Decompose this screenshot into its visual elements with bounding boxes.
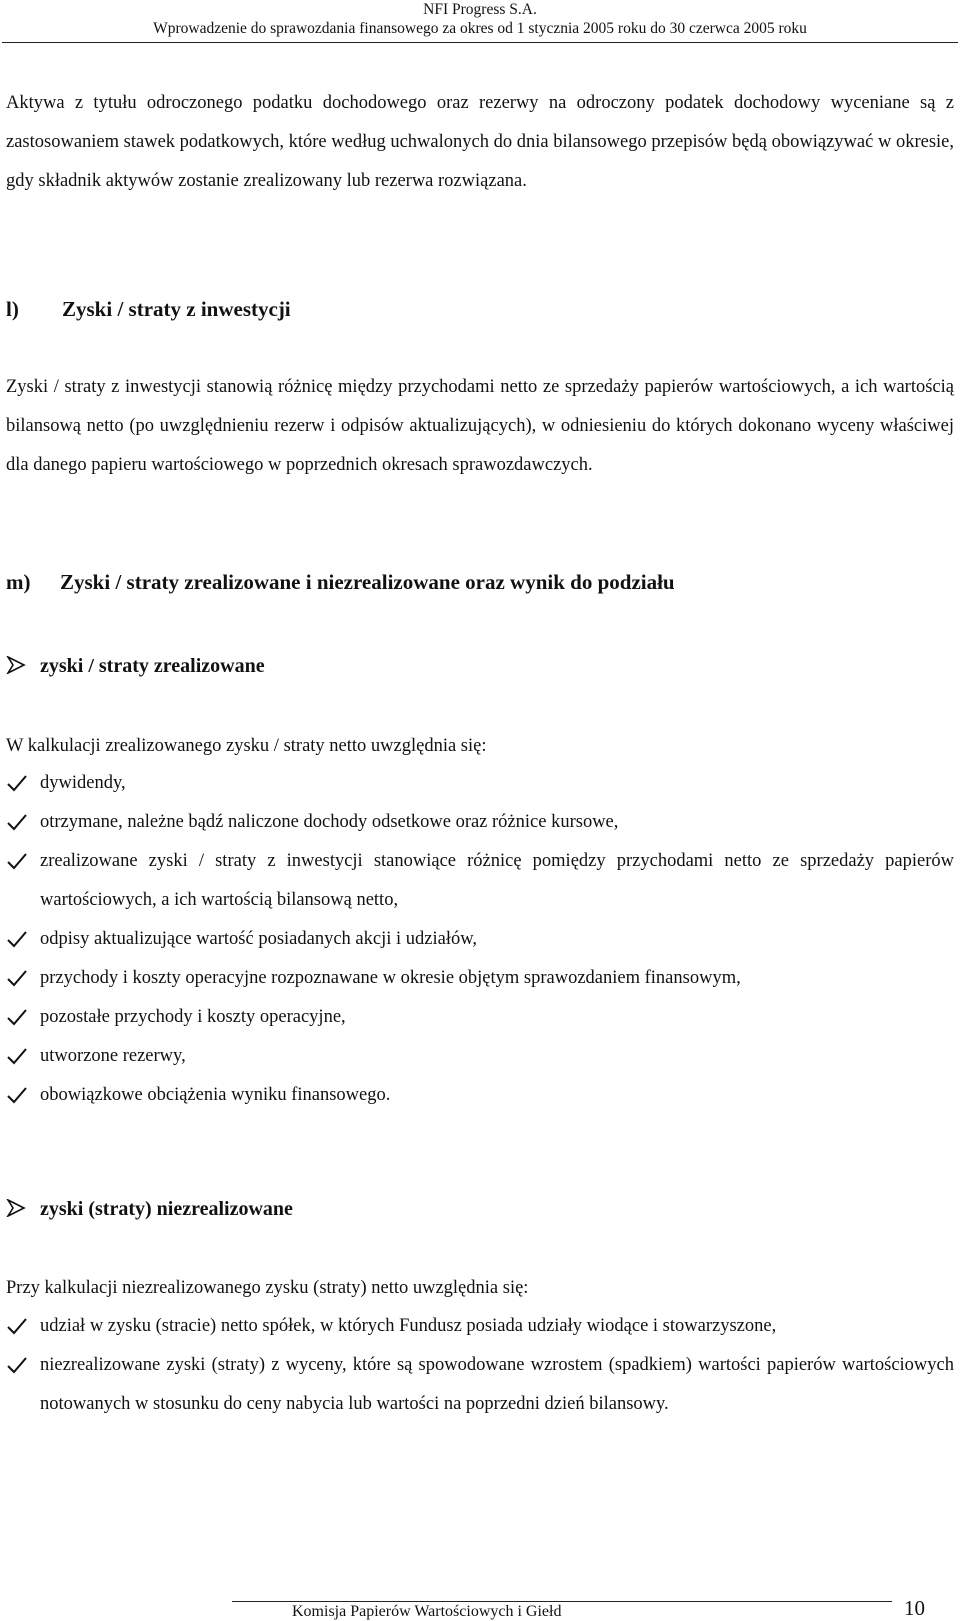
page-number: 10 xyxy=(904,1596,925,1620)
unrealized-intro: Przy kalkulacji niezrealizowanego zysku (straty) netto uwzględnia się: xyxy=(6,1278,529,1298)
page-header xyxy=(0,0,960,38)
arrowhead-bullet-icon xyxy=(6,653,40,679)
intro-paragraph: Aktywa z tytułu odroczonego podatku dochodowego oraz rezerwy na odroczony podatek dochodowy wyceniane są z zastosowaniem stawek podatkowych, które według uchwalonych do dnia bilansowego przepisów będą obowiązywać w okresie, gdy składnik aktywów zostanie zrealizowany lub rezerwa rozwiązana. xyxy=(6,93,954,191)
checkmark-icon xyxy=(6,1356,28,1374)
realized-intro: W kalkulacji zrealizowanego zysku / straty netto uwzględnia się: xyxy=(6,736,487,756)
section-m-heading xyxy=(6,569,675,595)
unrealized-title: zyski (straty) niezrealizowane xyxy=(40,1198,293,1220)
list-item: udział w zysku (stracie) netto spółek, w których Fundusz posiada udziały wiodące i stowarzyszone, xyxy=(6,1307,954,1346)
list-item: niezrealizowane zyski (straty) z wyceny, które są spowodowane wzrostem (spadkiem) wartości papierów wartościowych notowanych w stosunku do ceny nabycia lub wartości na poprzedni dzień bilansowy. xyxy=(6,1346,954,1424)
section-m-letter: m) xyxy=(6,570,31,594)
checkmark-icon xyxy=(6,969,28,987)
list-item: utworzone rezerwy, xyxy=(6,1037,954,1076)
list-item: otrzymane, należne bądź naliczone dochody odsetkowe oraz różnice kursowe, xyxy=(6,803,954,842)
section-l-title: Zyski / straty z inwestycji xyxy=(62,297,291,321)
checkmark-icon xyxy=(6,813,28,831)
header-company: NFI Progress S.A. xyxy=(423,1,537,18)
realized-title: zyski / straty zrealizowane xyxy=(40,655,265,677)
checkmark-icon xyxy=(6,1008,28,1026)
footer-divider xyxy=(232,1601,892,1602)
checkmark-icon xyxy=(6,852,28,870)
unrealized-list xyxy=(6,1307,954,1424)
section-l-body: Zyski / straty z inwestycji stanowią różnicę między przychodami netto ze sprzedaży papierów wartościowych, a ich wartością bilansową netto (po uwzględnieniu rezerw i odpisów aktualizujących), w odniesieniu do których dokonano wyceny właściwej dla danego papieru wartościowego w poprzednich okresach sprawozdawczych. xyxy=(6,377,954,475)
realized-list xyxy=(6,764,954,1115)
list-item: odpisy aktualizujące wartość posiadanych akcji i udziałów, xyxy=(6,920,954,959)
section-l-letter: l) xyxy=(6,297,19,321)
checkmark-icon xyxy=(6,1047,28,1065)
checkmark-icon xyxy=(6,1086,28,1104)
arrowhead-bullet-icon xyxy=(6,1196,40,1222)
list-item: obowiązkowe obciążenia wyniku finansowego. xyxy=(6,1076,954,1115)
header-subtitle: Wprowadzenie do sprawozdania finansowego za okres od 1 stycznia 2005 roku do 30 czerwca 2005 roku xyxy=(153,20,807,37)
unrealized-subheading xyxy=(6,1196,293,1222)
list-item: zrealizowane zyski / straty z inwestycji stanowiące różnicę pomiędzy przychodami netto ze sprzedaży papierów wartościowych, a ich wartością bilansową netto, xyxy=(6,842,954,920)
checkmark-icon xyxy=(6,1317,28,1335)
list-item: przychody i koszty operacyjne rozpoznawane w okresie objętym sprawozdaniem finansowym, xyxy=(6,959,954,998)
list-item: dywidendy, xyxy=(6,764,954,803)
header-divider xyxy=(2,42,958,43)
checkmark-icon xyxy=(6,774,28,792)
realized-subheading xyxy=(6,653,265,679)
footer-text: Komisja Papierów Wartościowych i Giełd xyxy=(292,1603,562,1620)
checkmark-icon xyxy=(6,930,28,948)
section-m-title: Zyski / straty zrealizowane i niezrealizowane oraz wynik do podziału xyxy=(60,570,675,594)
section-l-heading xyxy=(6,296,291,322)
list-item: pozostałe przychody i koszty operacyjne, xyxy=(6,998,954,1037)
